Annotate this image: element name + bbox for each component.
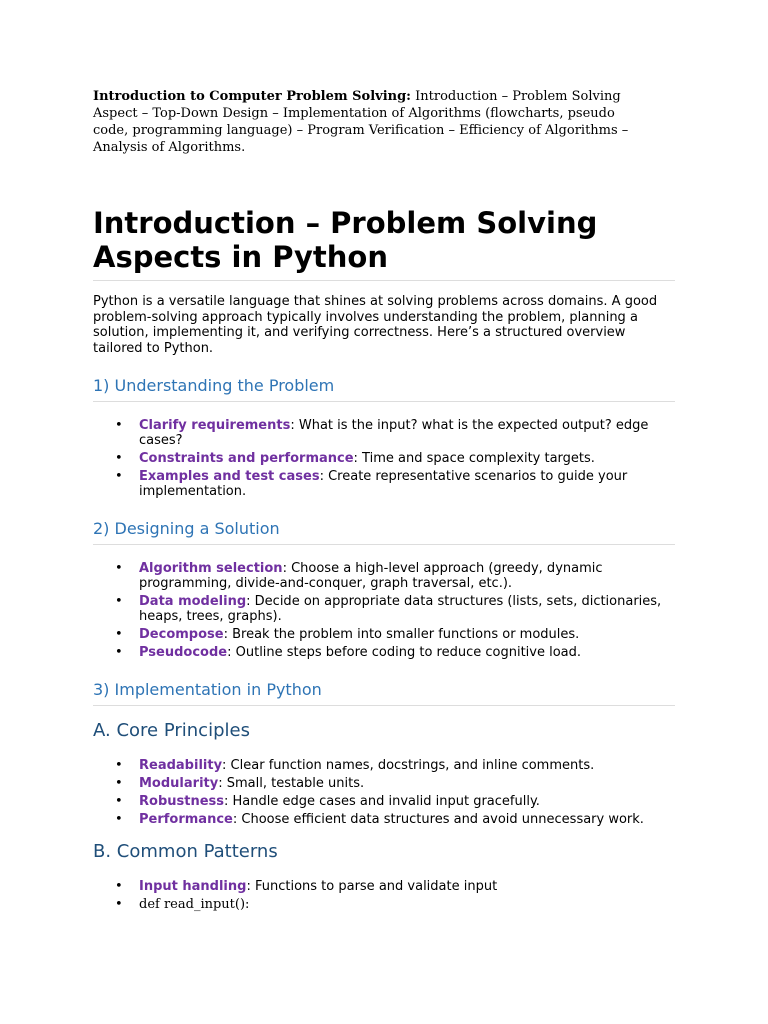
- list-item-term: Readability: [139, 758, 223, 773]
- list-item-term: Pseudocode: [139, 645, 228, 660]
- bullet-icon: •: [115, 627, 123, 642]
- section-heading-understanding: 1) Understanding the Problem: [93, 376, 675, 402]
- understanding-list: [93, 418, 675, 499]
- list-item: [93, 627, 675, 642]
- list-item: [93, 451, 675, 466]
- list-item-text: : Clear function names, docstrings, and inline comments.: [222, 758, 595, 773]
- bullet-icon: •: [115, 812, 123, 827]
- list-item-term: Decompose: [139, 627, 224, 642]
- list-item: [93, 561, 675, 591]
- list-item-text: : Choose a high-level approach (greedy, dynamic programming, divide-and-conquer, graph traversal, etc.).: [139, 561, 603, 591]
- section-heading-implementation: 3) Implementation in Python: [93, 680, 675, 706]
- bullet-icon: •: [115, 879, 123, 894]
- list-item-code: [93, 897, 675, 912]
- list-item-text: : Break the problem into smaller functions or modules.: [223, 627, 580, 642]
- list-item-term: Robustness: [139, 794, 225, 809]
- list-item: [93, 594, 675, 624]
- list-item-term: Clarify requirements: [139, 418, 291, 433]
- list-item-term: Performance: [139, 812, 233, 827]
- bullet-icon: •: [115, 794, 123, 809]
- list-item-text: : Decide on appropriate data structures (lists, sets, dictionaries, heaps, trees, graphs).: [139, 594, 662, 624]
- lead-paragraph: Python is a versatile language that shines at solving problems across domains. A good problem-solving approach typically involves understanding the problem, planning a solution, implementing it, and verifying correctness. Here’s a structured overview tailored to Python.: [93, 294, 658, 356]
- bullet-icon: •: [115, 776, 123, 791]
- list-item: [93, 469, 675, 499]
- list-item-term: Algorithm selection: [139, 561, 283, 576]
- bullet-icon: •: [115, 594, 123, 609]
- list-item-text: : Choose efficient data structures and avoid unnecessary work.: [232, 812, 644, 827]
- list-item-term: Examples and test cases: [139, 469, 320, 484]
- subheading-core-principles: A. Core Principles: [93, 720, 250, 741]
- list-item-text: : Outline steps before coding to reduce cognitive load.: [227, 645, 582, 660]
- section-heading-designing: 2) Designing a Solution: [93, 519, 675, 545]
- bullet-icon: •: [115, 469, 123, 484]
- bullet-icon: •: [115, 418, 123, 433]
- list-item-term: Input handling: [139, 879, 247, 894]
- list-item: [93, 776, 675, 791]
- core-principles-list: [93, 758, 675, 827]
- bullet-icon: •: [115, 451, 123, 466]
- list-item-term: Constraints and performance: [139, 451, 354, 466]
- list-item: [93, 645, 675, 660]
- bullet-icon: •: [115, 561, 123, 576]
- intro-paragraph: [93, 88, 638, 156]
- list-item-text: : What is the input? what is the expected output? edge cases?: [139, 418, 649, 448]
- list-item: [93, 418, 675, 448]
- list-item: [93, 812, 675, 827]
- list-item-text: : Small, testable units.: [218, 776, 365, 791]
- common-patterns-list: [93, 879, 675, 912]
- bullet-icon: •: [115, 645, 123, 660]
- list-item-text: : Time and space complexity targets.: [353, 451, 595, 466]
- list-item: [93, 758, 675, 773]
- list-item-term: Modularity: [139, 776, 219, 791]
- list-item-term: Data modeling: [139, 594, 247, 609]
- list-item: [93, 794, 675, 809]
- code-line: def read_input():: [139, 897, 250, 912]
- list-item-text: : Handle edge cases and invalid input gracefully.: [224, 794, 540, 809]
- page-title: Introduction – Problem Solving Aspects in Python: [93, 206, 675, 281]
- list-item-text: : Functions to parse and validate input: [246, 879, 498, 894]
- bullet-icon: •: [115, 758, 123, 773]
- subheading-common-patterns: B. Common Patterns: [93, 841, 278, 862]
- list-item-text: : Create representative scenarios to guide your implementation.: [139, 469, 628, 499]
- intro-text: Introduction – Problem Solving Aspect – Top-Down Design – Implementation of Algorithms (flowcharts, pseudo code, programming language) – Program Verification – Efficiency of Algorithms – Analysis of Algorithms.: [93, 89, 629, 155]
- bullet-icon: •: [115, 897, 123, 912]
- list-item: [93, 879, 675, 894]
- document-page: [93, 88, 675, 915]
- intro-bold: Introduction to Computer Problem Solving:: [93, 89, 411, 104]
- designing-list: [93, 561, 675, 660]
